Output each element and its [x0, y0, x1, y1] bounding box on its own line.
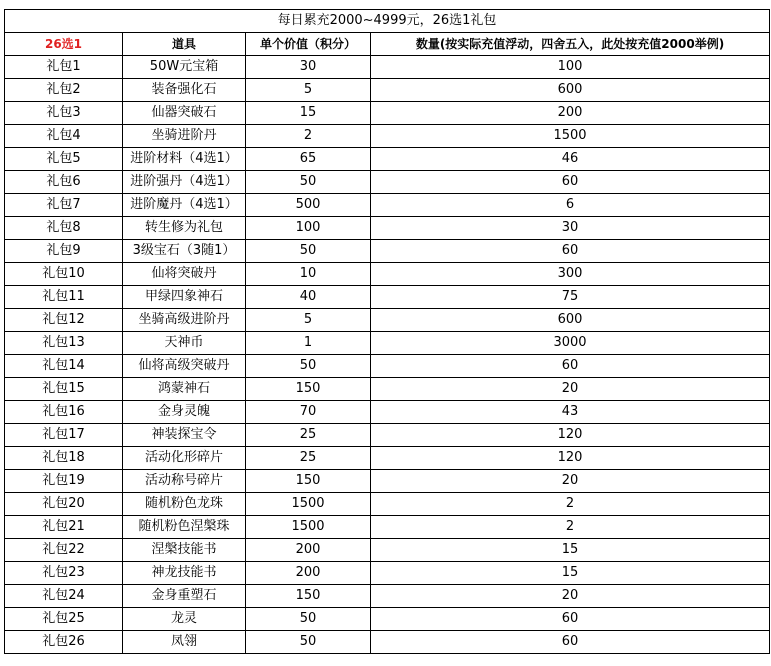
- cell-unit-value: 5: [246, 309, 371, 332]
- cell-quantity: 600: [371, 79, 770, 102]
- cell-item: 活动称号碎片: [123, 470, 246, 493]
- cell-item: 神装探宝令: [123, 424, 246, 447]
- table-row: [5, 102, 770, 125]
- cell-unit-value: 50: [246, 608, 371, 631]
- cell-quantity: 60: [371, 631, 770, 654]
- cell-pack: 礼包20: [5, 493, 123, 516]
- cell-quantity: 60: [371, 240, 770, 263]
- cell-pack: 礼包16: [5, 401, 123, 424]
- cell-pack: 礼包8: [5, 217, 123, 240]
- table-row: [5, 309, 770, 332]
- cell-quantity: 120: [371, 447, 770, 470]
- cell-quantity: 120: [371, 424, 770, 447]
- cell-unit-value: 50: [246, 631, 371, 654]
- table-row: [5, 286, 770, 309]
- cell-unit-value: 25: [246, 424, 371, 447]
- table-row: [5, 171, 770, 194]
- cell-quantity: 20: [371, 470, 770, 493]
- cell-unit-value: 50: [246, 171, 371, 194]
- table-row: [5, 240, 770, 263]
- cell-unit-value: 200: [246, 539, 371, 562]
- cell-item: 3级宝石（3随1）: [123, 240, 246, 263]
- table-row: [5, 79, 770, 102]
- cell-item: 涅槃技能书: [123, 539, 246, 562]
- cell-unit-value: 50: [246, 240, 371, 263]
- table-row: [5, 447, 770, 470]
- cell-pack: 礼包18: [5, 447, 123, 470]
- table-row: [5, 148, 770, 171]
- cell-pack: 礼包6: [5, 171, 123, 194]
- cell-pack: 礼包26: [5, 631, 123, 654]
- cell-item: 进阶材料（4选1）: [123, 148, 246, 171]
- cell-quantity: 46: [371, 148, 770, 171]
- cell-item: 天神币: [123, 332, 246, 355]
- table-row: [5, 263, 770, 286]
- cell-item: 转生修为礼包: [123, 217, 246, 240]
- header-unit-value: 单个价值（积分）: [246, 33, 371, 56]
- table-row: [5, 470, 770, 493]
- cell-quantity: 15: [371, 539, 770, 562]
- table-body: [5, 56, 770, 654]
- cell-unit-value: 150: [246, 585, 371, 608]
- cell-item: 甲绿四象神石: [123, 286, 246, 309]
- cell-quantity: 60: [371, 171, 770, 194]
- cell-unit-value: 70: [246, 401, 371, 424]
- table-row: [5, 194, 770, 217]
- cell-unit-value: 65: [246, 148, 371, 171]
- cell-quantity: 2: [371, 516, 770, 539]
- cell-unit-value: 1500: [246, 516, 371, 539]
- cell-item: 随机粉色龙珠: [123, 493, 246, 516]
- header-quantity: 数量(按实际充值浮动，四舍五入，此处按充值2000举例): [371, 33, 770, 56]
- cell-pack: 礼包24: [5, 585, 123, 608]
- cell-item: 仙将高级突破丹: [123, 355, 246, 378]
- cell-unit-value: 30: [246, 56, 371, 79]
- cell-unit-value: 50: [246, 355, 371, 378]
- cell-quantity: 6: [371, 194, 770, 217]
- cell-item: 进阶魔丹（4选1）: [123, 194, 246, 217]
- cell-quantity: 20: [371, 585, 770, 608]
- cell-pack: 礼包9: [5, 240, 123, 263]
- cell-unit-value: 150: [246, 470, 371, 493]
- cell-pack: 礼包17: [5, 424, 123, 447]
- cell-quantity: 20: [371, 378, 770, 401]
- table-row: [5, 56, 770, 79]
- cell-quantity: 15: [371, 562, 770, 585]
- cell-quantity: 60: [371, 355, 770, 378]
- cell-pack: 礼包12: [5, 309, 123, 332]
- cell-pack: 礼包23: [5, 562, 123, 585]
- cell-unit-value: 500: [246, 194, 371, 217]
- cell-quantity: 1500: [371, 125, 770, 148]
- cell-pack: 礼包22: [5, 539, 123, 562]
- cell-pack: 礼包11: [5, 286, 123, 309]
- cell-quantity: 300: [371, 263, 770, 286]
- table-row: [5, 125, 770, 148]
- header-item: 道具: [123, 33, 246, 56]
- cell-item: 仙将突破丹: [123, 263, 246, 286]
- table-row: [5, 332, 770, 355]
- cell-item: 活动化形碎片: [123, 447, 246, 470]
- table-row: [5, 217, 770, 240]
- cell-unit-value: 150: [246, 378, 371, 401]
- cell-pack: 礼包3: [5, 102, 123, 125]
- cell-unit-value: 1: [246, 332, 371, 355]
- table-row: [5, 378, 770, 401]
- cell-item: 凤翎: [123, 631, 246, 654]
- table-row: [5, 424, 770, 447]
- table-row: [5, 401, 770, 424]
- cell-quantity: 200: [371, 102, 770, 125]
- cell-item: 随机粉色涅槃珠: [123, 516, 246, 539]
- cell-pack: 礼包2: [5, 79, 123, 102]
- cell-pack: 礼包25: [5, 608, 123, 631]
- table-row: [5, 585, 770, 608]
- cell-quantity: 2: [371, 493, 770, 516]
- cell-unit-value: 1500: [246, 493, 371, 516]
- table-row: [5, 493, 770, 516]
- cell-quantity: 600: [371, 309, 770, 332]
- table-row: [5, 355, 770, 378]
- cell-unit-value: 15: [246, 102, 371, 125]
- cell-quantity: 30: [371, 217, 770, 240]
- table-row: [5, 562, 770, 585]
- cell-quantity: 43: [371, 401, 770, 424]
- cell-pack: 礼包19: [5, 470, 123, 493]
- cell-item: 坐骑高级进阶丹: [123, 309, 246, 332]
- cell-unit-value: 25: [246, 447, 371, 470]
- cell-pack: 礼包14: [5, 355, 123, 378]
- cell-pack: 礼包10: [5, 263, 123, 286]
- cell-quantity: 3000: [371, 332, 770, 355]
- table-title: 每日累充2000~4999元，26选1礼包: [5, 10, 770, 33]
- cell-item: 50W元宝箱: [123, 56, 246, 79]
- table-row: [5, 539, 770, 562]
- table-row: [5, 608, 770, 631]
- cell-pack: 礼包13: [5, 332, 123, 355]
- cell-item: 金身重塑石: [123, 585, 246, 608]
- cell-pack: 礼包15: [5, 378, 123, 401]
- header-row: [5, 33, 770, 56]
- table-row: [5, 631, 770, 654]
- cell-unit-value: 40: [246, 286, 371, 309]
- cell-item: 龙灵: [123, 608, 246, 631]
- cell-quantity: 75: [371, 286, 770, 309]
- cell-item: 仙器突破石: [123, 102, 246, 125]
- gift-pack-table: [4, 9, 770, 654]
- cell-unit-value: 2: [246, 125, 371, 148]
- title-row: [5, 10, 770, 33]
- cell-item: 金身灵魄: [123, 401, 246, 424]
- cell-quantity: 60: [371, 608, 770, 631]
- cell-unit-value: 100: [246, 217, 371, 240]
- cell-item: 神龙技能书: [123, 562, 246, 585]
- cell-pack: 礼包5: [5, 148, 123, 171]
- cell-pack: 礼包1: [5, 56, 123, 79]
- cell-unit-value: 200: [246, 562, 371, 585]
- cell-item: 坐骑进阶丹: [123, 125, 246, 148]
- cell-item: 装备强化石: [123, 79, 246, 102]
- cell-quantity: 100: [371, 56, 770, 79]
- cell-pack: 礼包4: [5, 125, 123, 148]
- cell-pack: 礼包7: [5, 194, 123, 217]
- cell-unit-value: 10: [246, 263, 371, 286]
- table-row: [5, 516, 770, 539]
- cell-item: 鸿蒙神石: [123, 378, 246, 401]
- cell-pack: 礼包21: [5, 516, 123, 539]
- cell-item: 进阶强丹（4选1）: [123, 171, 246, 194]
- cell-unit-value: 5: [246, 79, 371, 102]
- header-pack: 26选1: [5, 33, 123, 56]
